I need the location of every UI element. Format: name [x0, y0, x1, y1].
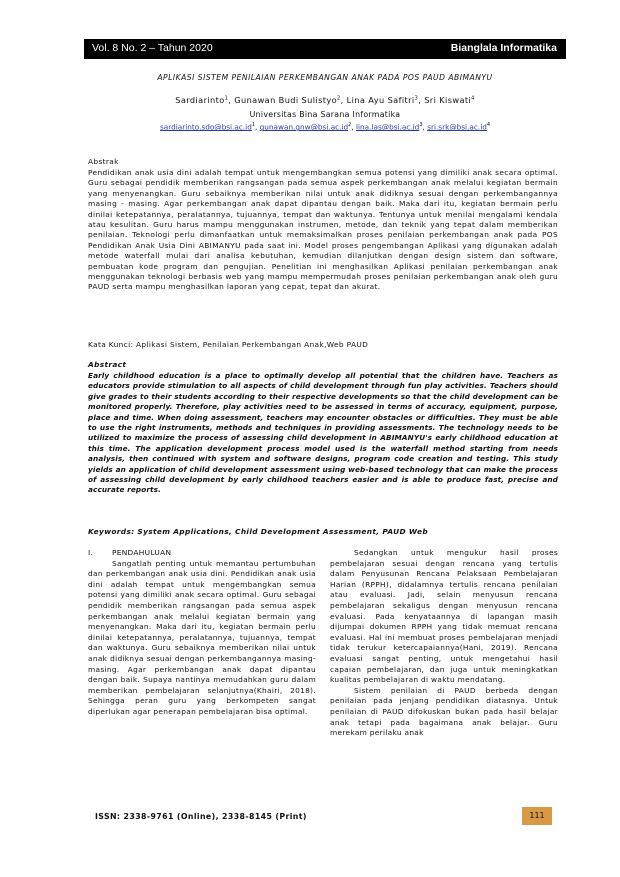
- section-title: PENDAHULUAN: [112, 548, 172, 557]
- paper-title: APLIKASI SISTEM PENILAIAN PERKEMBANGAN ANAK PADA POS PAUD ABIMANYU: [157, 73, 493, 82]
- author-name: Lina Ayu Safitri: [346, 95, 415, 105]
- author-list: Sardiarinto$^1$, Gunawan Budi Sulistyo$^2$, Lina Ayu Safitri$^3$, Sri Kiswati$^4$: [175, 95, 475, 105]
- abstract-heading: Abstract: [88, 360, 127, 369]
- right-column: [330, 548, 558, 739]
- volume-label: Vol. 8 No. 2 – Tahun 2020: [92, 42, 213, 54]
- abstrak-body: Pendidikan anak usia dini adalah tempat untuk mengembangkan semua potensi yang dimiliki anak secara optimal. Guru sebagai pendidik memberikan rangsangan pada semua aspek perkembangan anak melalui kegiatan bermain yang menyenangkan. Guru sebaiknya memberikan nilai untuk anak didiknya sesuai dengan perkembangannya masing - masing. Agar perkembangan anak dapat dipantau dengan baik. Maka dari itu, kegiatan bermain perlu dinilai ketepatannya, peralatannya, tujuannya, tempat dan waktunya. Tentunya untuk menilai mengalami kendala atau kesulitan. Guru harus mampu menggunakan instrumen, metode, dan teknik yang tepat dalam memberikan penilaian. Teknologi perlu dimanfaatkan untuk memaksimalkan proses penilaian perkembangan anak pada POS Pendidikan Anak Usia Dini ABIMANYU pada saat ini. Model proses pengembangan Aplikasi yang digunakan adalah metode waterfall mulai dari analisa kebutuhan, kemudian dilanjutkan dengan design sistem dan software, pembuatan kode program dan pengujian. Penelitian ini menghasilkan Aplikasi penilaian perkembangan anak menggunakan teknologi berbasis web yang mampu mempermudah proses penilaian perkembangan anak oleh guru PAUD serta mampu menghasilkan laporan yang cepat, tepat dan akurat.: [88, 168, 558, 292]
- journal-header-bar: [84, 39, 566, 59]
- issn-footer: ISSN: 2338-9761 (Online), 2338-8145 (Print): [95, 812, 307, 821]
- author-name: Gunawan Budi Sulistyo: [234, 95, 338, 105]
- keywords: Keywords: System Applications, Child Development Assessment, PAUD Web: [88, 527, 428, 536]
- email-link[interactable]: sardiarinto.sdo@bsi.ac.id: [159, 122, 252, 132]
- email-link[interactable]: sri.srk@bsi.ac.id: [427, 122, 487, 132]
- email-link[interactable]: lina.las@bsi.ac.id: [356, 122, 420, 132]
- author-name: Sardiarinto: [175, 95, 225, 105]
- author-name: Sri Kiswati: [424, 95, 472, 105]
- email-list: $sardiarinto.sdo@bsi.ac.id^1$, $gunawan.gnw@bsi.ac.id^2$, $lina.las@bsi.ac.id^3$, $sri.srk@bsi.ac.id^4$: [159, 122, 491, 132]
- left-column: [88, 548, 316, 718]
- kata-kunci: Kata Kunci: Aplikasi Sistem, Penilaian Perkembangan Anak,Web PAUD: [88, 340, 369, 349]
- affiliation: Universitas Bina Sarana Informatika: [249, 110, 401, 119]
- journal-name: Bianglala Informatika: [450, 42, 557, 54]
- page-number-badge: 111: [522, 807, 552, 825]
- body-paragraph: Sistem penilaian di PAUD berbeda dengan penilaian pada jenjang pendidikan diatasnya. Untuk penilaian di PAUD difokuskan bukan pada hasil belajar anak tetapi pada bagaimana anak belajar. Guru merekam perilaku anak: [330, 685, 558, 738]
- email-link[interactable]: gunawan.gnw@bsi.ac.id: [259, 122, 349, 132]
- abstrak-heading: Abstrak: [88, 157, 119, 166]
- section-number: I.: [88, 548, 94, 557]
- section-heading: [88, 548, 316, 559]
- abstract-body: Early childhood education is a place to optimally develop all potential that the children have. Teachers as educators provide stimulation to all aspects of child development through fun play activities. Teachers should give grades to their students according to their respective developments so that the child development can be monitored properly. Therefore, play activities need to be assessed in terms of accuracy, equipment, purpose, place and time. When doing assessment, teachers may encounter obstacles or difficulties. They must be able to use the right instruments, methods and techniques in providing assessments. The technology needs to be utilized to maximize the process of assessing child development in ABIMANYU's early childhood education at this time. The application development process model used is the waterfall method starting from needs analysis, then continued with system and software designs, program code creation and testing. This study yields an application of child development assessment using web-based technology that can make the process of assessing child development by early childhood teachers easier and is able to produce fast, precise and accurate reports.: [88, 371, 558, 495]
- body-paragraph: Sedangkan untuk mengukur hasil proses pembelajaran sesuai dengan rencana yang tertulis dalam Penyusunan Rencana Pelaksaan Pembelajaran Harian (RPPH), didalamnya tertulis rencana penilaian atau evaluasi. Jadi, selain menyusun rencana pembelajaran sekaligus dengan menyusun rencana evaluasi. Pada kenyataannya di lapangan masih dijumpai dokumen RPPH yang tidak memuat rencana evaluasi. Hal ini membuat proses pembelajaran menjadi tidak terukur ketercapaiannya(Hani, 2019). Rencana evaluasi sangat penting, untuk mengetahui hasil capaian pembelajaran, dan juga untuk meningkatkan kualitas pembelajaran di waktu mendatang.: [330, 548, 558, 685]
- body-paragraph: Sangatlah penting untuk memantau pertumbuhan dan perkembangan anak usia dini. Pendidikan anak usia dini adalah tempat untuk mengembangkan semua potensi yang dimiliki anak secara optimal. Guru sebagai pendidik memberikan rangsangan pada semua aspek perkembangan anak melalui kegiatan bermain yang menyenangkan. Maka dari itu, kegiatan bermain perlu dinilai ketepatannya, peralatannya, tujuannya, tempat dan waktunya. Guru sebaiknya memberikan nilai untuk anak didiknya sesuai dengan perkembangannya masing-masing. Agar perkembangan anak dapat dipantau dengan baik. Supaya nantinya memudahkan guru dalam memberikan pembelajaran selanjutnya(Khairi, 2018). Sehingga peran guru yang berkompeten sangat diperlukan agar penerapan pembelajaran bisa optimal.: [88, 558, 316, 716]
